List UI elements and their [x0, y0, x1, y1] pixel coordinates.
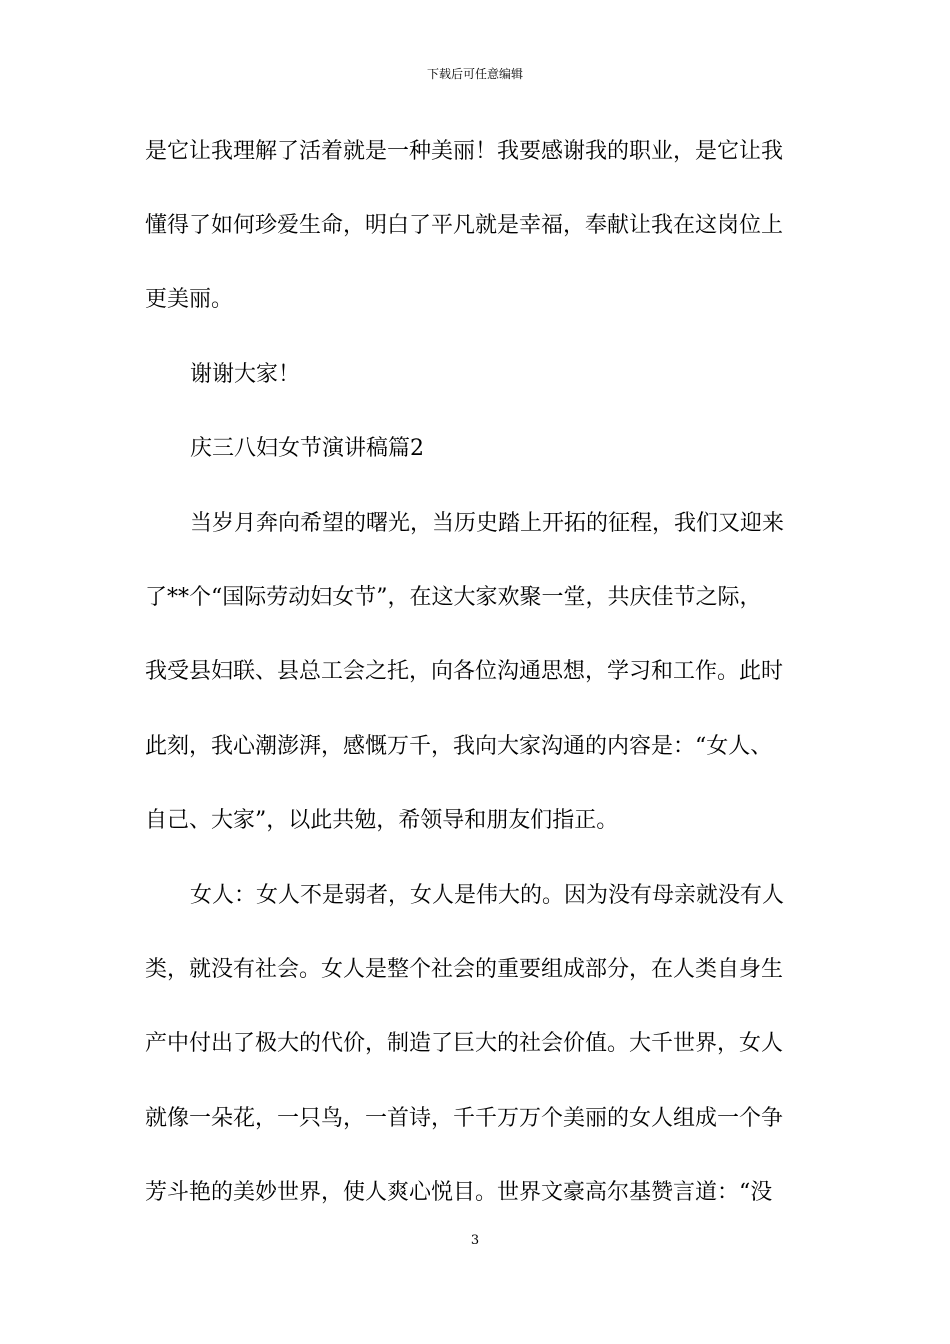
text-line: 就像一朵花，一只鸟，一首诗，千千万万个美丽的女人组成一个争	[145, 1106, 784, 1131]
text-line: 我受县妇联、县总工会之托，向各位沟通思想，学习和工作。此时	[145, 659, 784, 684]
text-line: 了**个“国际劳动妇女节”，在这大家欢聚一堂，共庆佳节之际，	[145, 585, 762, 610]
page-header: 下载后可任意编辑	[426, 67, 523, 81]
text-line: 是它让我理解了活着就是一种美丽！我要感谢我的职业，是它让我	[145, 139, 784, 164]
text-line: 此刻，我心潮澎湃，感慨万千，我向大家沟通的内容是：“女人、	[145, 734, 773, 759]
text-line: 谢谢大家！	[190, 362, 301, 387]
text-line: 女人：女人不是弱者，女人是伟大的。因为没有母亲就没有人	[190, 883, 785, 908]
text-line: 类，就没有社会。女人是整个社会的重要组成部分，在人类自身生	[145, 957, 784, 982]
text-line: 懂得了如何珍爱生命，明白了平凡就是幸福，奉献让我在这岗位上	[145, 213, 784, 238]
text-line: 当岁月奔向希望的曙光，当历史踏上开拓的征程，我们又迎来	[190, 511, 785, 536]
text-line: 自己、大家”，以此共勉，希领导和朋友们指正。	[145, 808, 619, 833]
text-line: 芳斗艳的美妙世界，使人爽心悦目。世界文豪高尔基赞言道：“没	[145, 1180, 773, 1205]
section-heading: 庆三八妇女节演讲稿篇2	[190, 436, 424, 461]
text-line: 产中付出了极大的代价，制造了巨大的社会价值。大千世界，女人	[145, 1031, 784, 1056]
page-number: 3	[470, 1233, 480, 1248]
text-line: 更美丽。	[145, 287, 234, 312]
